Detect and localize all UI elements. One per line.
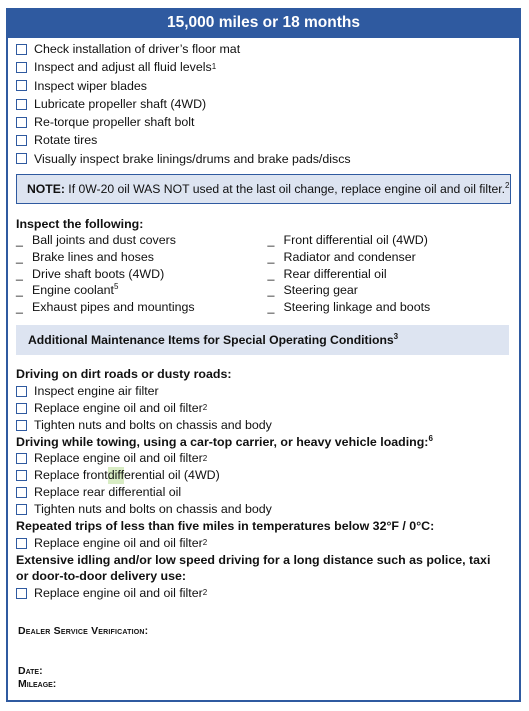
checkbox[interactable] xyxy=(16,80,27,91)
checklist-item-brakes[interactable]: Visually inspect brake linings/drums and brake pads/discs xyxy=(16,150,519,168)
checklist-item[interactable]: Replace engine oil and oil filter 2 xyxy=(16,535,519,552)
inspect-item[interactable]: _ Steering linkage and boots xyxy=(267,300,431,315)
condition-title-idling: Extensive idling and/or low speed driving for a long distance such as police, taxi or door-to-door delivery use: xyxy=(16,552,491,584)
inspect-item[interactable]: _ Radiator and condenser xyxy=(267,249,416,264)
checkbox[interactable] xyxy=(16,504,27,515)
checklist-item-fluid-levels[interactable]: Inspect and adjust all fluid levels 1 xyxy=(16,58,519,76)
inspect-item[interactable]: _ Drive shaft boots (4WD) xyxy=(16,266,165,281)
inspect-item[interactable]: _ Front differential oil (4WD) xyxy=(267,233,428,248)
checklist-item[interactable]: Replace engine oil and oil filter 2 xyxy=(16,450,519,467)
checklist-item[interactable]: Replace engine oil and oil filter 2 xyxy=(16,400,519,417)
checkbox[interactable] xyxy=(16,117,27,128)
dealer-verification-label: Dealer Service Verification: xyxy=(18,624,149,637)
checkbox[interactable] xyxy=(16,62,27,73)
checkbox[interactable] xyxy=(16,470,27,481)
condition-list-idling xyxy=(16,585,519,602)
checkbox[interactable] xyxy=(16,538,27,549)
interval-header: 15,000 miles or 18 months xyxy=(8,8,519,38)
condition-list-short-trips xyxy=(16,535,519,552)
checklist-item[interactable]: Replace engine oil and oil filter 2 xyxy=(16,585,519,602)
condition-list-dirt-roads xyxy=(16,383,519,434)
checklist-item[interactable]: Replace rear differential oil xyxy=(16,484,519,501)
condition-list-towing xyxy=(16,450,519,518)
checkbox[interactable] xyxy=(16,386,27,397)
additional-maintenance-band: Additional Maintenance Items for Special Operating Conditions$^3$ xyxy=(16,325,509,355)
checkbox[interactable] xyxy=(16,420,27,431)
checklist-item[interactable]: Tighten nuts and bolts on chassis and body xyxy=(16,417,519,434)
inspect-item[interactable]: _ Ball joints and dust covers xyxy=(16,233,176,248)
mileage-label: Mileage: xyxy=(18,677,57,690)
checklist-item[interactable]: Tighten nuts and bolts on chassis and body xyxy=(16,501,519,518)
inspect-item[interactable]: _ Rear differential oil xyxy=(267,266,387,281)
text-highlight: diff xyxy=(107,468,125,483)
checklist-item-rotate-tires[interactable]: Rotate tires xyxy=(16,131,519,149)
checklist-item-propeller-lube[interactable]: Lubricate propeller shaft (4WD) xyxy=(16,95,519,113)
condition-title-short-trips: Repeated trips of less than five miles in temperatures below 32°F / 0°C: xyxy=(16,519,435,534)
verification-fields xyxy=(18,665,519,691)
inspect-item[interactable]: _ Exhaust pipes and mountings xyxy=(16,300,195,315)
checkbox[interactable] xyxy=(16,403,27,414)
checkbox[interactable] xyxy=(16,588,27,599)
maintenance-card xyxy=(6,8,521,702)
checkbox[interactable] xyxy=(16,135,27,146)
checkbox[interactable] xyxy=(16,453,27,464)
inspect-column-left xyxy=(16,232,268,316)
date-label: Date: xyxy=(18,664,43,677)
inspect-list xyxy=(16,232,519,316)
checklist-item[interactable]: Inspect engine air filter xyxy=(16,383,519,400)
checkbox[interactable] xyxy=(16,99,27,110)
checklist-item[interactable]: Replace front diff erential oil (4WD) xyxy=(16,467,519,484)
note-label: NOTE: xyxy=(27,182,65,197)
inspect-column-right xyxy=(268,232,520,316)
condition-title-towing: Driving while towing, using a car-top carrier, or heavy vehicle loading:$^6$ xyxy=(16,433,433,449)
inspect-item[interactable]: _ Engine coolant$^5$ xyxy=(16,282,119,298)
checkbox[interactable] xyxy=(16,487,27,498)
checkbox[interactable] xyxy=(16,153,27,164)
oil-note: NOTE: If 0W-20 oil WAS NOT used at the last oil change, replace engine oil and oil filter.$^2$ xyxy=(16,174,511,204)
checklist-item-propeller-bolt[interactable]: Re-torque propeller shaft bolt xyxy=(16,113,519,131)
checklist-item-floor-mat[interactable]: Check installation of driver’s floor mat xyxy=(16,40,519,58)
main-checklist xyxy=(16,40,519,168)
checklist-item-wiper-blades[interactable]: Inspect wiper blades xyxy=(16,77,519,95)
inspect-item[interactable]: _ Brake lines and hoses xyxy=(16,249,154,264)
note-text: If 0W-20 oil WAS NOT used at the last oil change, replace engine oil and oil filter. xyxy=(64,182,506,197)
condition-title-dirt-roads: Driving on dirt roads or dusty roads: xyxy=(16,367,232,382)
inspect-title: Inspect the following: xyxy=(16,217,144,232)
checkbox[interactable] xyxy=(16,44,27,55)
inspect-item[interactable]: _ Steering gear xyxy=(267,283,358,298)
